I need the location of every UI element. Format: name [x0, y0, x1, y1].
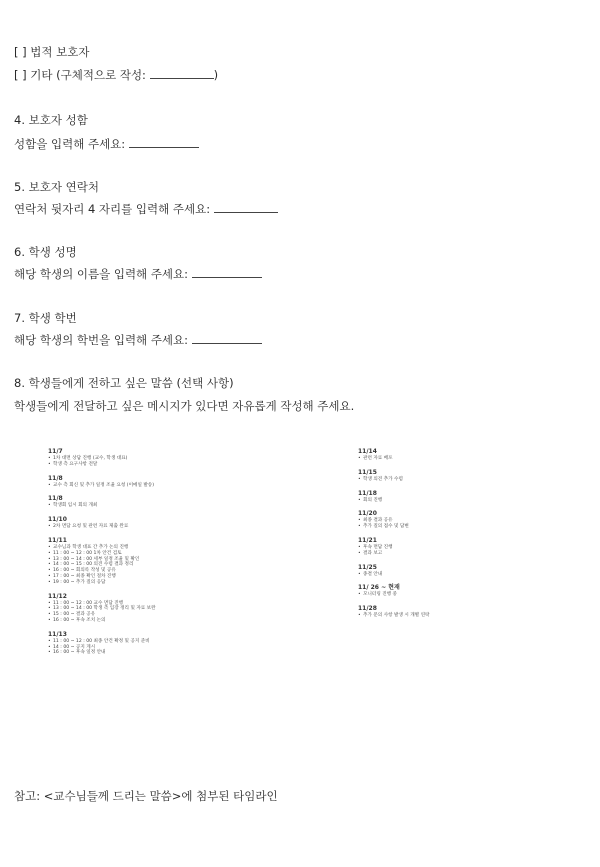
timeline-item: • 종결 안내 — [358, 572, 588, 578]
option-other-close: ) — [213, 68, 219, 82]
timeline-group — [358, 469, 588, 483]
timeline-item: • 14 : 00 ~ 공지 게시 — [48, 645, 338, 651]
option-legal-guardian[interactable] — [14, 45, 89, 59]
timeline-right-column — [358, 448, 588, 626]
timeline-left-column — [48, 448, 338, 663]
timeline-group — [48, 495, 338, 509]
timeline-item: • 추가 문의 사항 발생 시 개별 연락 — [358, 613, 588, 619]
timeline-item: • 14 : 00 ~ 15 : 00 의견 수렴 결과 정리 — [48, 562, 338, 568]
timeline-group — [48, 631, 338, 656]
q5-row — [14, 202, 278, 216]
timeline-group — [358, 584, 588, 598]
q8-prompt: 학생들에게 전달하고 싶은 메시지가 있다면 자유롭게 작성해 주세요. — [14, 399, 355, 413]
timeline-item: • 관련 자료 배포 — [358, 456, 588, 462]
timeline-item: • 최종 결과 공유 — [358, 518, 588, 524]
timeline-item: • 13 : 00 ~ 14 : 00 세부 일정 조율 및 확인 — [48, 557, 338, 563]
timeline-item: • 16 : 00 ~ 후속 일정 안내 — [48, 650, 338, 656]
timeline-group — [358, 510, 588, 530]
q6-row — [14, 267, 262, 281]
option-legal-guardian-label: [ ] 법적 보호자 — [14, 45, 90, 59]
q4-row — [14, 137, 199, 151]
timeline-date: 11/14 — [358, 448, 377, 455]
timeline-item: • 17 : 00 ~ 최종 확인 절차 진행 — [48, 574, 338, 580]
timeline-item: • 1차 대면 상담 진행 (교수, 학생 대표) — [48, 456, 338, 462]
option-other[interactable] — [14, 68, 218, 82]
timeline-date: 11/13 — [48, 630, 67, 638]
timeline-group — [358, 564, 588, 578]
footer-note: 참고: <교수님들께 드리는 말씀>에 첨부된 타임라인 — [14, 789, 278, 803]
q5-title: 5. 보호자 연락처 — [14, 180, 99, 194]
timeline-group — [48, 593, 338, 624]
guardian-name-field[interactable] — [129, 137, 199, 148]
q8-title: 8. 학생들에게 전하고 싶은 말씀 (선택 사항) — [14, 376, 234, 390]
student-id-field[interactable] — [192, 333, 262, 344]
timeline-date: 11/28 — [358, 605, 377, 613]
timeline-item: • 결과 보고 — [358, 551, 588, 557]
option-other-label: [ ] 기타 (구체적으로 작성: — [14, 68, 150, 82]
student-name-field[interactable] — [192, 267, 262, 278]
timeline-item: • 학생 의견 추가 수렴 — [358, 477, 588, 483]
q4-title: 4. 보호자 성함 — [14, 113, 88, 127]
other-detail-field[interactable] — [150, 68, 214, 79]
q6-title: 6. 학생 성명 — [14, 245, 77, 259]
q5-prompt: 연락처 뒷자리 4 자리를 입력해 주세요: — [14, 202, 214, 216]
timeline-item: • 11 : 00 ~ 12 : 00 교수 면담 진행 — [48, 601, 338, 607]
timeline-date: 11/8 — [48, 495, 63, 503]
timeline-item: • 13 : 00 ~ 14 : 00 학생 측 입장 정리 및 자료 보완 — [48, 606, 338, 612]
timeline-item: • 추가 질의 접수 및 답변 — [358, 524, 588, 530]
q4-prompt: 성함을 입력해 주세요: — [14, 137, 129, 151]
timeline-item: • 15 : 00 ~ 결과 공유 — [48, 612, 338, 618]
timeline-item: • 후속 면담 진행 — [358, 545, 588, 551]
timeline-group — [48, 475, 338, 489]
timeline-item: • 교수님과 학생 대표 간 추가 논의 진행 — [48, 545, 338, 551]
timeline-item: • 16 : 00 ~ 회의록 작성 및 공유 — [48, 568, 338, 574]
timeline-date: 11/ 26 ~ 현재 — [358, 584, 400, 592]
timeline-group — [358, 448, 588, 462]
timeline-item: • 16 : 00 ~ 후속 조치 논의 — [48, 618, 338, 624]
timeline-item: • 회의 진행 — [358, 498, 588, 504]
timeline-date: 11/8 — [48, 474, 63, 482]
q7-prompt: 해당 학생의 학번을 입력해 주세요: — [14, 333, 192, 347]
timeline-item: • 19 : 00 ~ 추가 질의 응답 — [48, 580, 338, 586]
timeline-item: • 11 : 00 ~ 12 : 00 최종 안건 확정 및 공지 준비 — [48, 639, 338, 645]
timeline-group — [48, 537, 338, 586]
q7-title: 7. 학생 학번 — [14, 311, 77, 325]
timeline-item: • 학생 측 요구사항 전달 — [48, 462, 338, 468]
timeline-group — [48, 516, 338, 530]
timeline-date: 11/25 — [358, 563, 377, 571]
timeline-item: • 2차 면담 요청 및 관련 자료 제출 완료 — [48, 524, 338, 530]
timeline-item: • 학생회 임시 회의 개최 — [48, 503, 338, 509]
timeline-item: • 교수 측 회신 및 추가 일정 조율 요청 (이메일 발송) — [48, 483, 338, 489]
timeline-date: 11/15 — [358, 468, 377, 476]
timeline-item: • 11 : 00 ~ 12 : 00 1차 안건 검토 — [48, 551, 338, 557]
timeline-date: 11/18 — [358, 489, 377, 497]
timeline-group — [358, 537, 588, 557]
timeline-date: 11/10 — [48, 516, 67, 524]
timeline-date: 11/11 — [48, 536, 67, 544]
timeline-group — [358, 605, 588, 619]
timeline-date: 11/12 — [48, 592, 67, 600]
timeline-group — [358, 490, 588, 504]
timeline-date: 11/21 — [358, 536, 377, 544]
guardian-phone-field[interactable] — [214, 202, 278, 213]
timeline-image — [44, 448, 589, 748]
timeline-date: 11/20 — [358, 510, 377, 518]
q7-row — [14, 333, 262, 347]
timeline-item: • 모니터링 진행 중 — [358, 592, 588, 598]
timeline-group — [48, 448, 338, 468]
timeline-date: 11/7 — [48, 448, 63, 455]
q6-prompt: 해당 학생의 이름을 입력해 주세요: — [14, 267, 192, 281]
